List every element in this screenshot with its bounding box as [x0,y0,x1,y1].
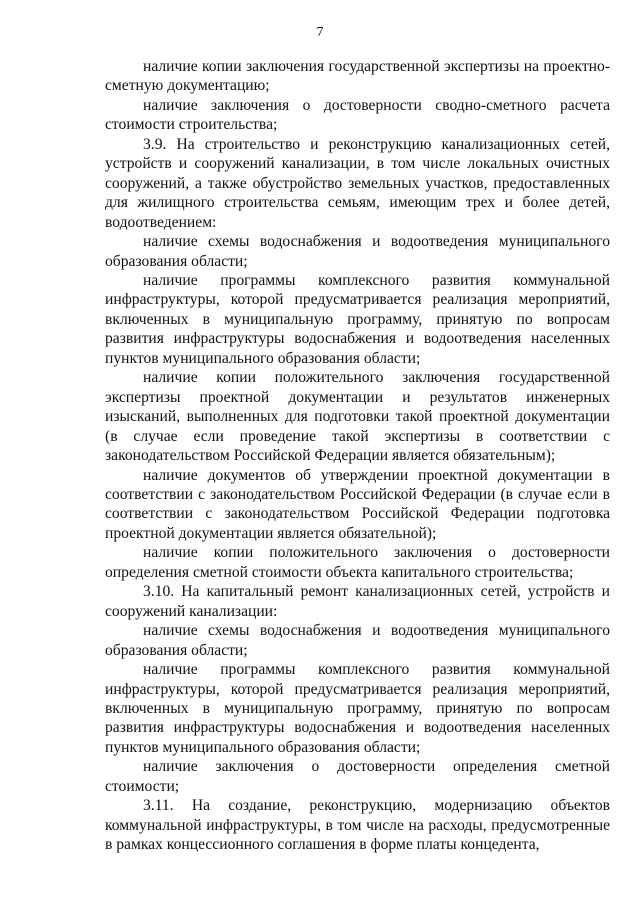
paragraph: наличие заключения о достоверности определения сметной стоимости; [105,758,610,795]
section-paragraph-3-9: 3.9. На строительство и реконструкцию канализационных сетей, устройств и сооружений канализации, в том числе локальных очистных сооружений, а также обустройство земельных участков, предоставленных для жилищного строительства семьям, имеющим трех и более детей, водоотведением: [105,135,610,231]
paragraph: наличие копии заключения государственной экспертизы на проектно-сметную документацию; [105,58,610,95]
page-number: 7 [316,25,324,40]
paragraph: наличие схемы водоснабжения и водоотведения муниципального образования области; [105,233,610,270]
document-body [105,57,610,855]
paragraph: наличие документов об утверждении проектной документации в соответствии с законодательством Российской Федерации (в случае если в соответствии с законодательством Российской Федерации подготовка проектной документации является обязательной); [105,466,610,542]
paragraph: наличие заключения о достоверности сводно-сметного расчета стоимости строительства; [105,96,610,134]
paragraph: наличие копии положительного заключения о достоверности определения сметной стоимости объекта капитального строительства; [105,544,610,581]
paragraph: наличие копии положительного заключения государственной экспертизы проектной документации и результатов инженерных изысканий, выполненных для подготовки такой проектной документации (в случае если проведение такой экспертизы в соответствии с законодательством Российской Федерации является обязательным); [105,369,610,465]
section-paragraph-3-11: 3.11. На создание, реконструкцию, модернизацию объектов коммунальной инфраструктуры, в том числе на расходы, предусмотренные в рамках концессионного соглашения в форме платы концедента, [105,797,610,854]
paragraph: наличие программы комплексного развития коммунальной инфраструктуры, которой предусматривается реализация мероприятий, включенных в муниципальную программу, принятую по вопросам развития инфраструктуры водоснабжения и водоотведения населенных пунктов муниципального образования области; [105,271,610,367]
paragraph: наличие программы комплексного развития коммунальной инфраструктуры, которой предусматривается реализация мероприятий, включенных в муниципальную программу, принятую по вопросам развития инфраструктуры водоснабжения и водоотведения населенных пунктов муниципального образования области; [105,661,610,756]
section-paragraph-3-10: 3.10. На капитальный ремонт канализационных сетей, устройств и сооружений канализации: [105,583,610,620]
paragraph: наличие схемы водоснабжения и водоотведения муниципального образования области; [105,622,610,659]
